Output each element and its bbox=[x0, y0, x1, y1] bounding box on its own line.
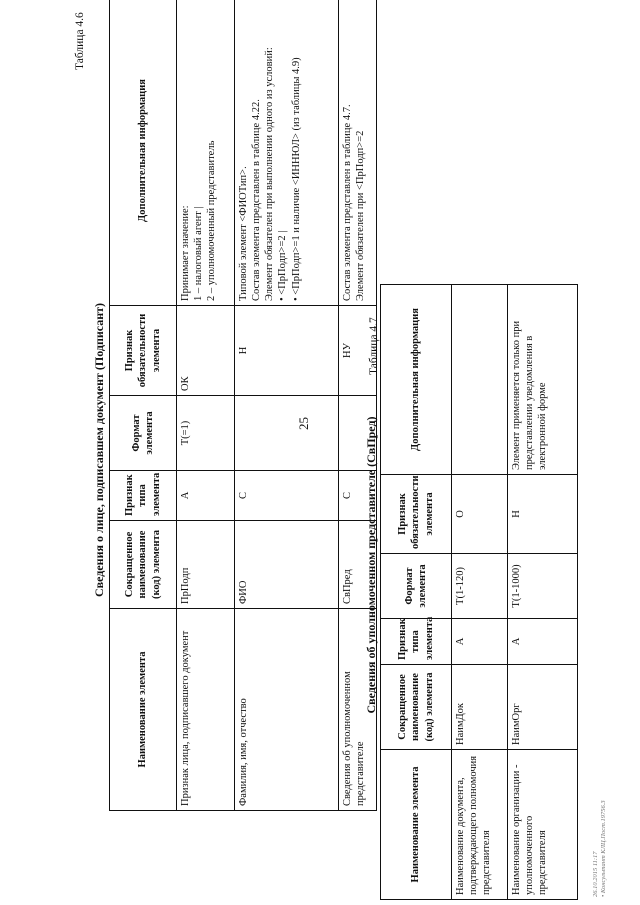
element-name-cell: Признак лица, подписавшего документ bbox=[177, 609, 235, 811]
header-cell: Формат элемента bbox=[381, 554, 452, 619]
element-code-cell: СвПред bbox=[339, 521, 377, 609]
table-header-row bbox=[110, 0, 177, 811]
header-cell: Дополнительная информация bbox=[110, 0, 177, 306]
element-info-cell bbox=[452, 285, 508, 475]
element-type-cell: А bbox=[452, 619, 508, 665]
header-cell: Сокращенное наименование (код) элемента bbox=[110, 521, 177, 609]
info-line: • <ПрПодп>=2 | bbox=[277, 230, 289, 301]
element-type-cell: С bbox=[235, 471, 339, 521]
element-type-cell: А bbox=[508, 619, 578, 665]
element-required-cell: Н bbox=[235, 306, 339, 396]
header-cell: Признак обязательности элемента bbox=[381, 475, 452, 554]
header-cell: Признак типа элемента bbox=[110, 471, 177, 521]
print-stamp bbox=[592, 800, 608, 897]
stamp-line: 26.10.2015 11:17 bbox=[592, 851, 599, 897]
info-line: 2 – уполномоченный представитель bbox=[206, 140, 218, 301]
element-code-cell: НаимДок bbox=[452, 665, 508, 750]
element-name-cell: Наименование организации - уполномоченного представителя bbox=[508, 750, 578, 900]
info-line: Элемент применяется только при представлении уведомления в электронной форме bbox=[511, 320, 549, 470]
page-number: 25 bbox=[296, 417, 311, 430]
table-row bbox=[235, 0, 339, 811]
element-type-cell: С bbox=[339, 471, 377, 521]
element-required-cell: О bbox=[452, 475, 508, 554]
table-4-7-title: Сведения об уполномоченном представителе (СвПред) bbox=[364, 416, 378, 714]
element-info-cell bbox=[339, 0, 377, 306]
header-cell: Наименование элемента bbox=[110, 609, 177, 811]
info-line: Элемент обязателен при <ПрПодп>=2 bbox=[355, 130, 367, 301]
element-format-cell bbox=[235, 396, 339, 471]
info-line: Элемент обязателен при выполнении одного из условий: bbox=[264, 47, 276, 301]
element-name-cell: Наименование документа, подтверждающего полномочия представителя bbox=[452, 750, 508, 900]
table-4-7-number: Таблица 4.7 bbox=[368, 317, 380, 375]
element-info-cell bbox=[508, 285, 578, 475]
element-type-cell: А bbox=[177, 471, 235, 521]
header-cell: Формат элемента bbox=[110, 396, 177, 471]
table-header-row bbox=[381, 285, 452, 900]
element-name-cell: Фамилия, имя, отчество bbox=[235, 609, 339, 811]
element-format-cell: Т(1-120) bbox=[452, 554, 508, 619]
element-code-cell: ПрПодп bbox=[177, 521, 235, 609]
header-cell: Признак типа элемента bbox=[381, 619, 452, 665]
info-line: Типовой элемент <ФИОТип>. bbox=[238, 166, 249, 301]
element-required-cell: Н bbox=[508, 475, 578, 554]
header-cell: Сокращенное наименование (код) элемента bbox=[381, 665, 452, 750]
info-line: Принимает значение: bbox=[180, 205, 191, 301]
element-info-cell bbox=[235, 0, 339, 306]
element-code-cell: НаимОрг bbox=[508, 665, 578, 750]
element-required-cell: НУ bbox=[339, 306, 377, 396]
table-4-7 bbox=[380, 284, 578, 900]
table-4-6-number: Таблица 4.6 bbox=[74, 12, 86, 70]
table-4-6 bbox=[109, 0, 377, 811]
table-row bbox=[508, 285, 578, 900]
element-info-cell bbox=[177, 0, 235, 306]
element-format-cell: Т(1-1000) bbox=[508, 554, 578, 619]
header-cell: Наименование элемента bbox=[381, 750, 452, 900]
table-row bbox=[177, 0, 235, 811]
info-line: Состав элемента представлен в таблице 4.22. bbox=[251, 99, 263, 301]
stamp-line: • Консультант КЛЦ.Пост.19756.3 bbox=[599, 800, 607, 897]
info-line: 1 – налоговый агент | bbox=[193, 206, 205, 301]
table-row bbox=[452, 285, 508, 900]
info-line: Состав элемента представлен в таблице 4.7. bbox=[342, 104, 353, 301]
table-4-6-title: Сведения о лице, подписавшем документ (Подписант) bbox=[92, 302, 106, 598]
element-name-cell: Сведения об уполномоченном представителе bbox=[339, 609, 377, 811]
header-cell: Дополнительная информация bbox=[381, 285, 452, 475]
info-line: • <ПрПодп>=1 и наличие <ИННЮЛ> (из таблицы 4.9) bbox=[290, 57, 302, 301]
element-format-cell: Т(=1) bbox=[177, 396, 235, 471]
element-code-cell: ФИО bbox=[235, 521, 339, 609]
header-cell: Признак обязательности элемента bbox=[110, 306, 177, 396]
element-required-cell: ОК bbox=[177, 306, 235, 396]
